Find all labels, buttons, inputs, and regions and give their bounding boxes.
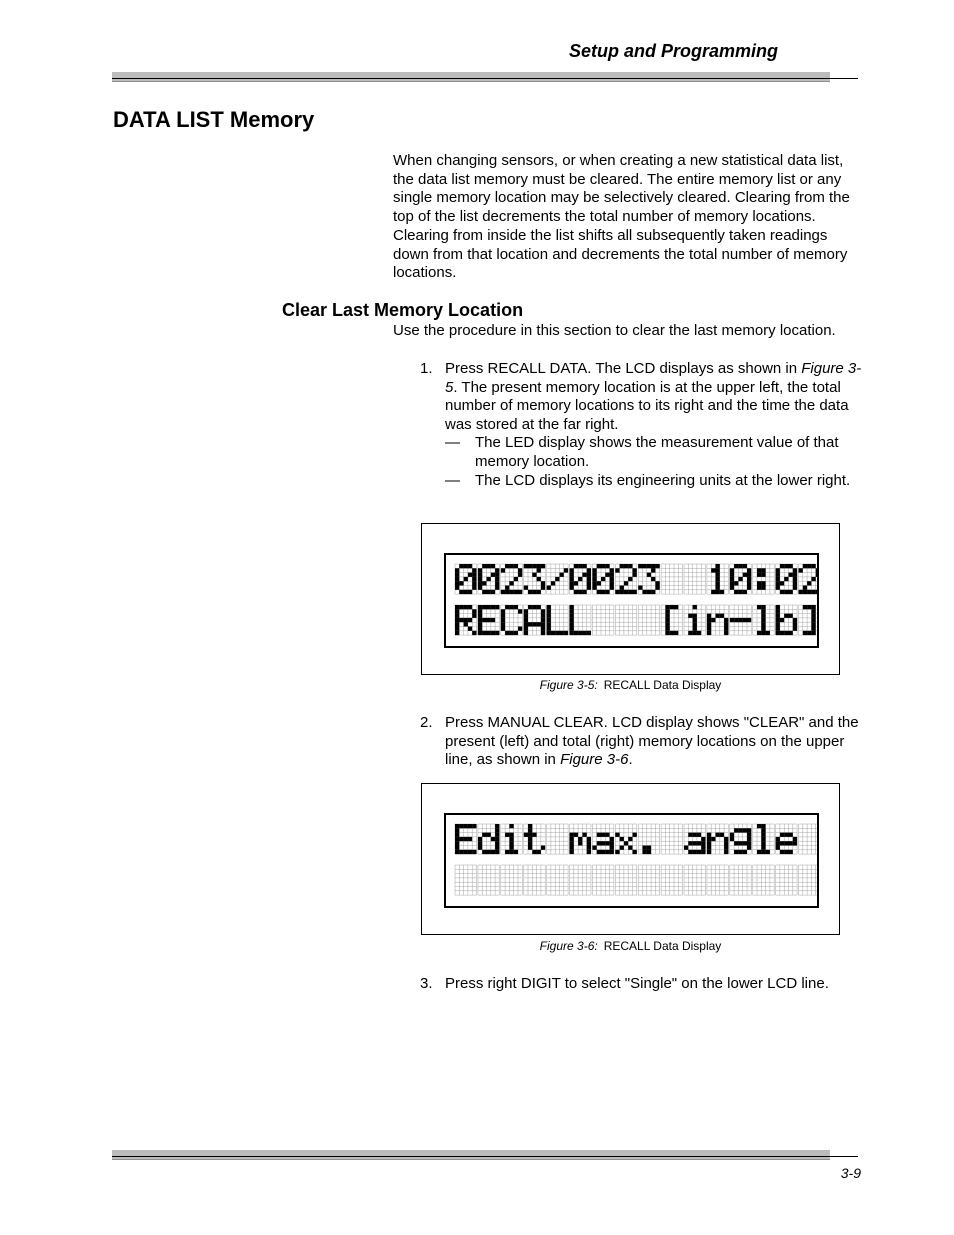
step-number: 1. <box>420 360 433 377</box>
lcd-character <box>799 564 818 594</box>
lcd-character <box>661 564 683 594</box>
running-header: Setup and Programming <box>568 41 778 61</box>
step-text: Press MANUAL CLEAR. LCD display shows "CLEAR" and the present (left) and total (right) memory locations on the upper line, as shown in Figure 3-6. <box>445 714 859 769</box>
figure-reference: Figure 3-6 <box>560 751 629 769</box>
lcd-character <box>455 564 477 594</box>
figure-3-6 <box>421 783 840 935</box>
lcd-character <box>501 605 523 635</box>
lcd-character <box>478 824 500 854</box>
lcd-character <box>547 605 569 635</box>
lcd-character <box>570 824 592 854</box>
caption-text: RECALL Data Display <box>603 939 722 953</box>
lcd-character <box>776 865 798 895</box>
lcd-character <box>524 564 546 594</box>
section-title: DATA LIST Memory <box>113 107 315 132</box>
lcd-character <box>615 865 637 895</box>
lcd-character <box>592 605 614 635</box>
figure-label: Figure 3-5: <box>539 678 598 692</box>
lcd-character <box>730 824 752 854</box>
lcd-character <box>707 865 729 895</box>
lcd-character <box>799 824 818 854</box>
lcd-character <box>753 564 775 594</box>
lcd-character <box>547 865 569 895</box>
lcd-character <box>501 824 523 854</box>
lcd-character <box>684 824 706 854</box>
lcd-character <box>615 824 637 854</box>
lcd-character <box>501 865 523 895</box>
lcd-character <box>753 865 775 895</box>
dash-bullet: — <box>445 472 460 489</box>
lcd-display <box>444 813 819 908</box>
lcd-character <box>570 605 592 635</box>
lcd-character <box>707 605 729 635</box>
lcd-character <box>615 564 637 594</box>
figure-caption <box>421 939 840 953</box>
lcd-character <box>753 605 775 635</box>
procedure-intro: Use the procedure in this section to clear the last memory location. <box>393 322 836 339</box>
lcd-character <box>524 865 546 895</box>
lcd-character <box>684 605 706 635</box>
lcd-dot-matrix <box>446 555 817 646</box>
lcd-character <box>592 564 614 594</box>
lcd-character <box>455 824 477 854</box>
intro-paragraph: When changing sensors, or when creating a new statistical data list, the data list memory must be cleared. The entire memory list or any single memory location may be selectively cleared. Clearing from the top of the list decrements the total number of memory locations. Clearing from inside the list shifts all subsequently taken readings down from that location and decrements the total number of memory locations. <box>393 152 850 282</box>
lcd-character <box>478 605 500 635</box>
lcd-character <box>661 605 683 635</box>
lcd-character <box>661 865 683 895</box>
lcd-character <box>707 824 729 854</box>
lcd-character <box>547 564 569 594</box>
lcd-character <box>524 824 546 854</box>
step-number: 2. <box>420 714 433 731</box>
lcd-character <box>455 605 477 635</box>
figure-caption <box>421 678 840 692</box>
lcd-character <box>478 865 500 895</box>
lcd-character <box>799 865 818 895</box>
lcd-character <box>730 605 752 635</box>
lcd-dot-matrix <box>446 815 817 906</box>
lcd-character <box>776 824 798 854</box>
lcd-character <box>615 605 637 635</box>
figure-3-5 <box>421 523 840 675</box>
lcd-character <box>684 564 706 594</box>
lcd-character <box>730 564 752 594</box>
page-number: 3-9 <box>840 1165 861 1181</box>
lcd-character <box>638 865 660 895</box>
figure-reference: Figure 3-5 <box>445 360 862 396</box>
lcd-display <box>444 553 819 648</box>
lcd-character <box>684 865 706 895</box>
lcd-character <box>638 605 660 635</box>
lcd-character <box>661 824 683 854</box>
lcd-character <box>547 824 569 854</box>
lcd-character <box>730 865 752 895</box>
header-rule <box>112 72 858 85</box>
bullet-text: The LCD displays its engineering units at the lower right. <box>475 472 851 489</box>
lcd-character <box>524 605 546 635</box>
subsection-title: Clear Last Memory Location <box>282 300 524 320</box>
lcd-character <box>478 564 500 594</box>
lcd-character <box>799 605 818 635</box>
step-number: 3. <box>420 975 433 992</box>
lcd-character <box>776 605 798 635</box>
caption-text: RECALL Data Display <box>603 678 722 692</box>
lcd-character <box>570 564 592 594</box>
footer-rule <box>112 1150 858 1163</box>
step-text: Press right DIGIT to select "Single" on the lower LCD line. <box>445 975 829 992</box>
figure-label: Figure 3-6: <box>539 939 598 953</box>
dash-bullet: — <box>445 434 460 451</box>
lcd-character <box>501 564 523 594</box>
lcd-character <box>638 564 660 594</box>
lcd-character <box>455 865 477 895</box>
lcd-character <box>776 564 798 594</box>
lcd-character <box>570 865 592 895</box>
step-text: Press RECALL DATA. The LCD displays as shown in Figure 3-5. The present memory location is at the upper left, the total number of memory locations to its right and the time the data was stored at the far right. <box>445 360 862 434</box>
lcd-character <box>707 564 729 594</box>
lcd-character <box>592 865 614 895</box>
lcd-character <box>753 824 775 854</box>
lcd-character <box>592 824 614 854</box>
bullet-text: The LED display shows the measurement value of that memory location. <box>475 434 839 470</box>
lcd-character <box>638 824 660 854</box>
